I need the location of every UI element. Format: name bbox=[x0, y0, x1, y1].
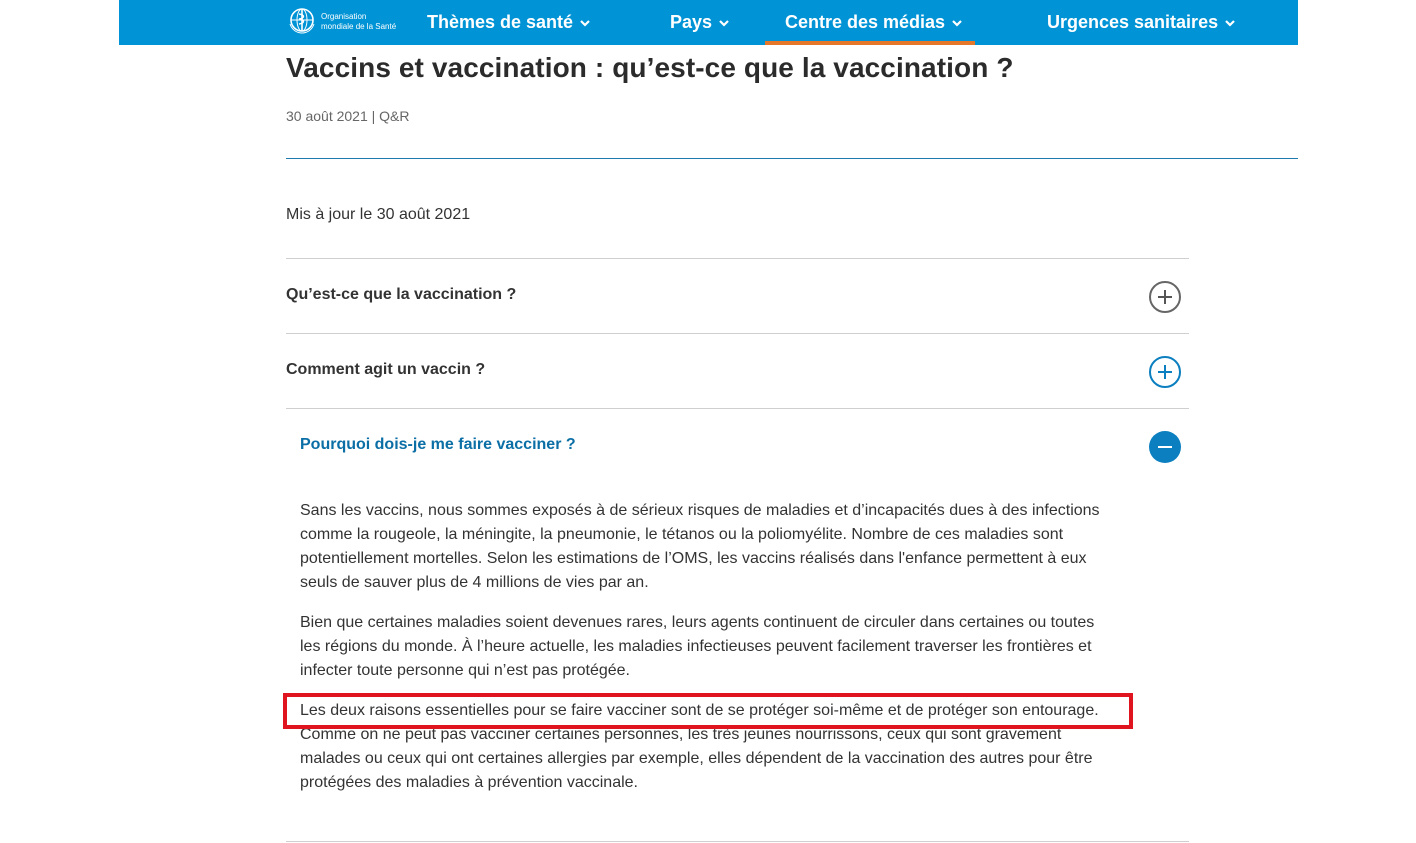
nav-label: Thèmes de santé bbox=[427, 12, 574, 32]
publication-meta: 30 août 2021 | Q&R bbox=[286, 108, 410, 124]
chevron-down-icon bbox=[951, 17, 963, 29]
nav-label: Pays bbox=[670, 12, 713, 32]
logo-wordmark bbox=[321, 12, 403, 32]
logo-line-2: mondiale de la Santé bbox=[321, 22, 397, 31]
accordion-divider bbox=[286, 258, 1189, 259]
updated-date: Mis à jour le 30 août 2021 bbox=[286, 206, 471, 223]
accordion-question-why-vaccinate[interactable]: Pourquoi dois-je me faire vacciner ? bbox=[300, 436, 576, 453]
accordion-divider bbox=[286, 333, 1189, 334]
plus-circle-icon[interactable] bbox=[1148, 355, 1182, 389]
minus-circle-icon[interactable] bbox=[1148, 430, 1182, 464]
active-nav-indicator bbox=[765, 41, 975, 45]
who-emblem-icon bbox=[287, 6, 317, 39]
nav-urgences-sanitaires[interactable] bbox=[1047, 0, 1236, 45]
title-divider bbox=[286, 158, 1298, 159]
top-navigation-bar bbox=[119, 0, 1298, 45]
answer-paragraph-4: Comme on ne peut pas vacciner certaines personnes, les très jeunes nourrissons, ceux qui sont gravement malades ou ceux qui ont certaines allergies par exemple, elles dépendent de la vaccination des autres pour être protégées des maladies à prévention vaccinale. bbox=[300, 726, 1093, 791]
nav-themes-de-sante[interactable] bbox=[427, 0, 591, 45]
who-logo[interactable] bbox=[287, 8, 403, 36]
answer-paragraph-3: Les deux raisons essentielles pour se faire vacciner sont de se protéger soi-même et de protéger son entourage. bbox=[300, 702, 1099, 719]
nav-centre-des-medias[interactable] bbox=[785, 0, 963, 45]
highlight-box bbox=[283, 693, 1133, 729]
accordion-divider bbox=[286, 841, 1189, 842]
chevron-down-icon bbox=[1224, 17, 1236, 29]
chevron-down-icon bbox=[718, 17, 730, 29]
answer-paragraph-1: Sans les vaccins, nous sommes exposés à de sérieux risques de maladies et d’incapacités dues à des infections comme la rougeole, la méningite, la pneumonie, le tétanos ou la poliomyélite. Nombre de ces maladies sont potentiellement mortelles. Selon les estimations de l’OMS, les vaccins réalisés dans l'enfance permettent à eux seuls de sauver plus de 4 millions de vies par an. bbox=[300, 502, 1100, 591]
answer-paragraph-2: Bien que certaines maladies soient devenues rares, leurs agents continuent de circuler dans certaines ou toutes les régions du monde. À l’heure actuelle, les maladies infectieuses peuvent facilement traverser les frontières et infecter toute personne qui n’est pas protégée. bbox=[300, 614, 1095, 679]
plus-circle-icon[interactable] bbox=[1148, 280, 1182, 314]
accordion-question-what-is-vaccination[interactable]: Qu’est-ce que la vaccination ? bbox=[286, 286, 517, 303]
page-title: Vaccins et vaccination : qu’est-ce que la vaccination ? bbox=[286, 52, 1014, 83]
nav-pays[interactable] bbox=[670, 0, 730, 45]
chevron-down-icon bbox=[579, 17, 591, 29]
accordion-divider bbox=[286, 408, 1189, 409]
accordion-question-how-vaccine-works[interactable]: Comment agit un vaccin ? bbox=[286, 361, 486, 378]
nav-label: Centre des médias bbox=[785, 12, 946, 32]
logo-line-1: Organisation bbox=[321, 12, 367, 21]
nav-label: Urgences sanitaires bbox=[1047, 12, 1219, 32]
